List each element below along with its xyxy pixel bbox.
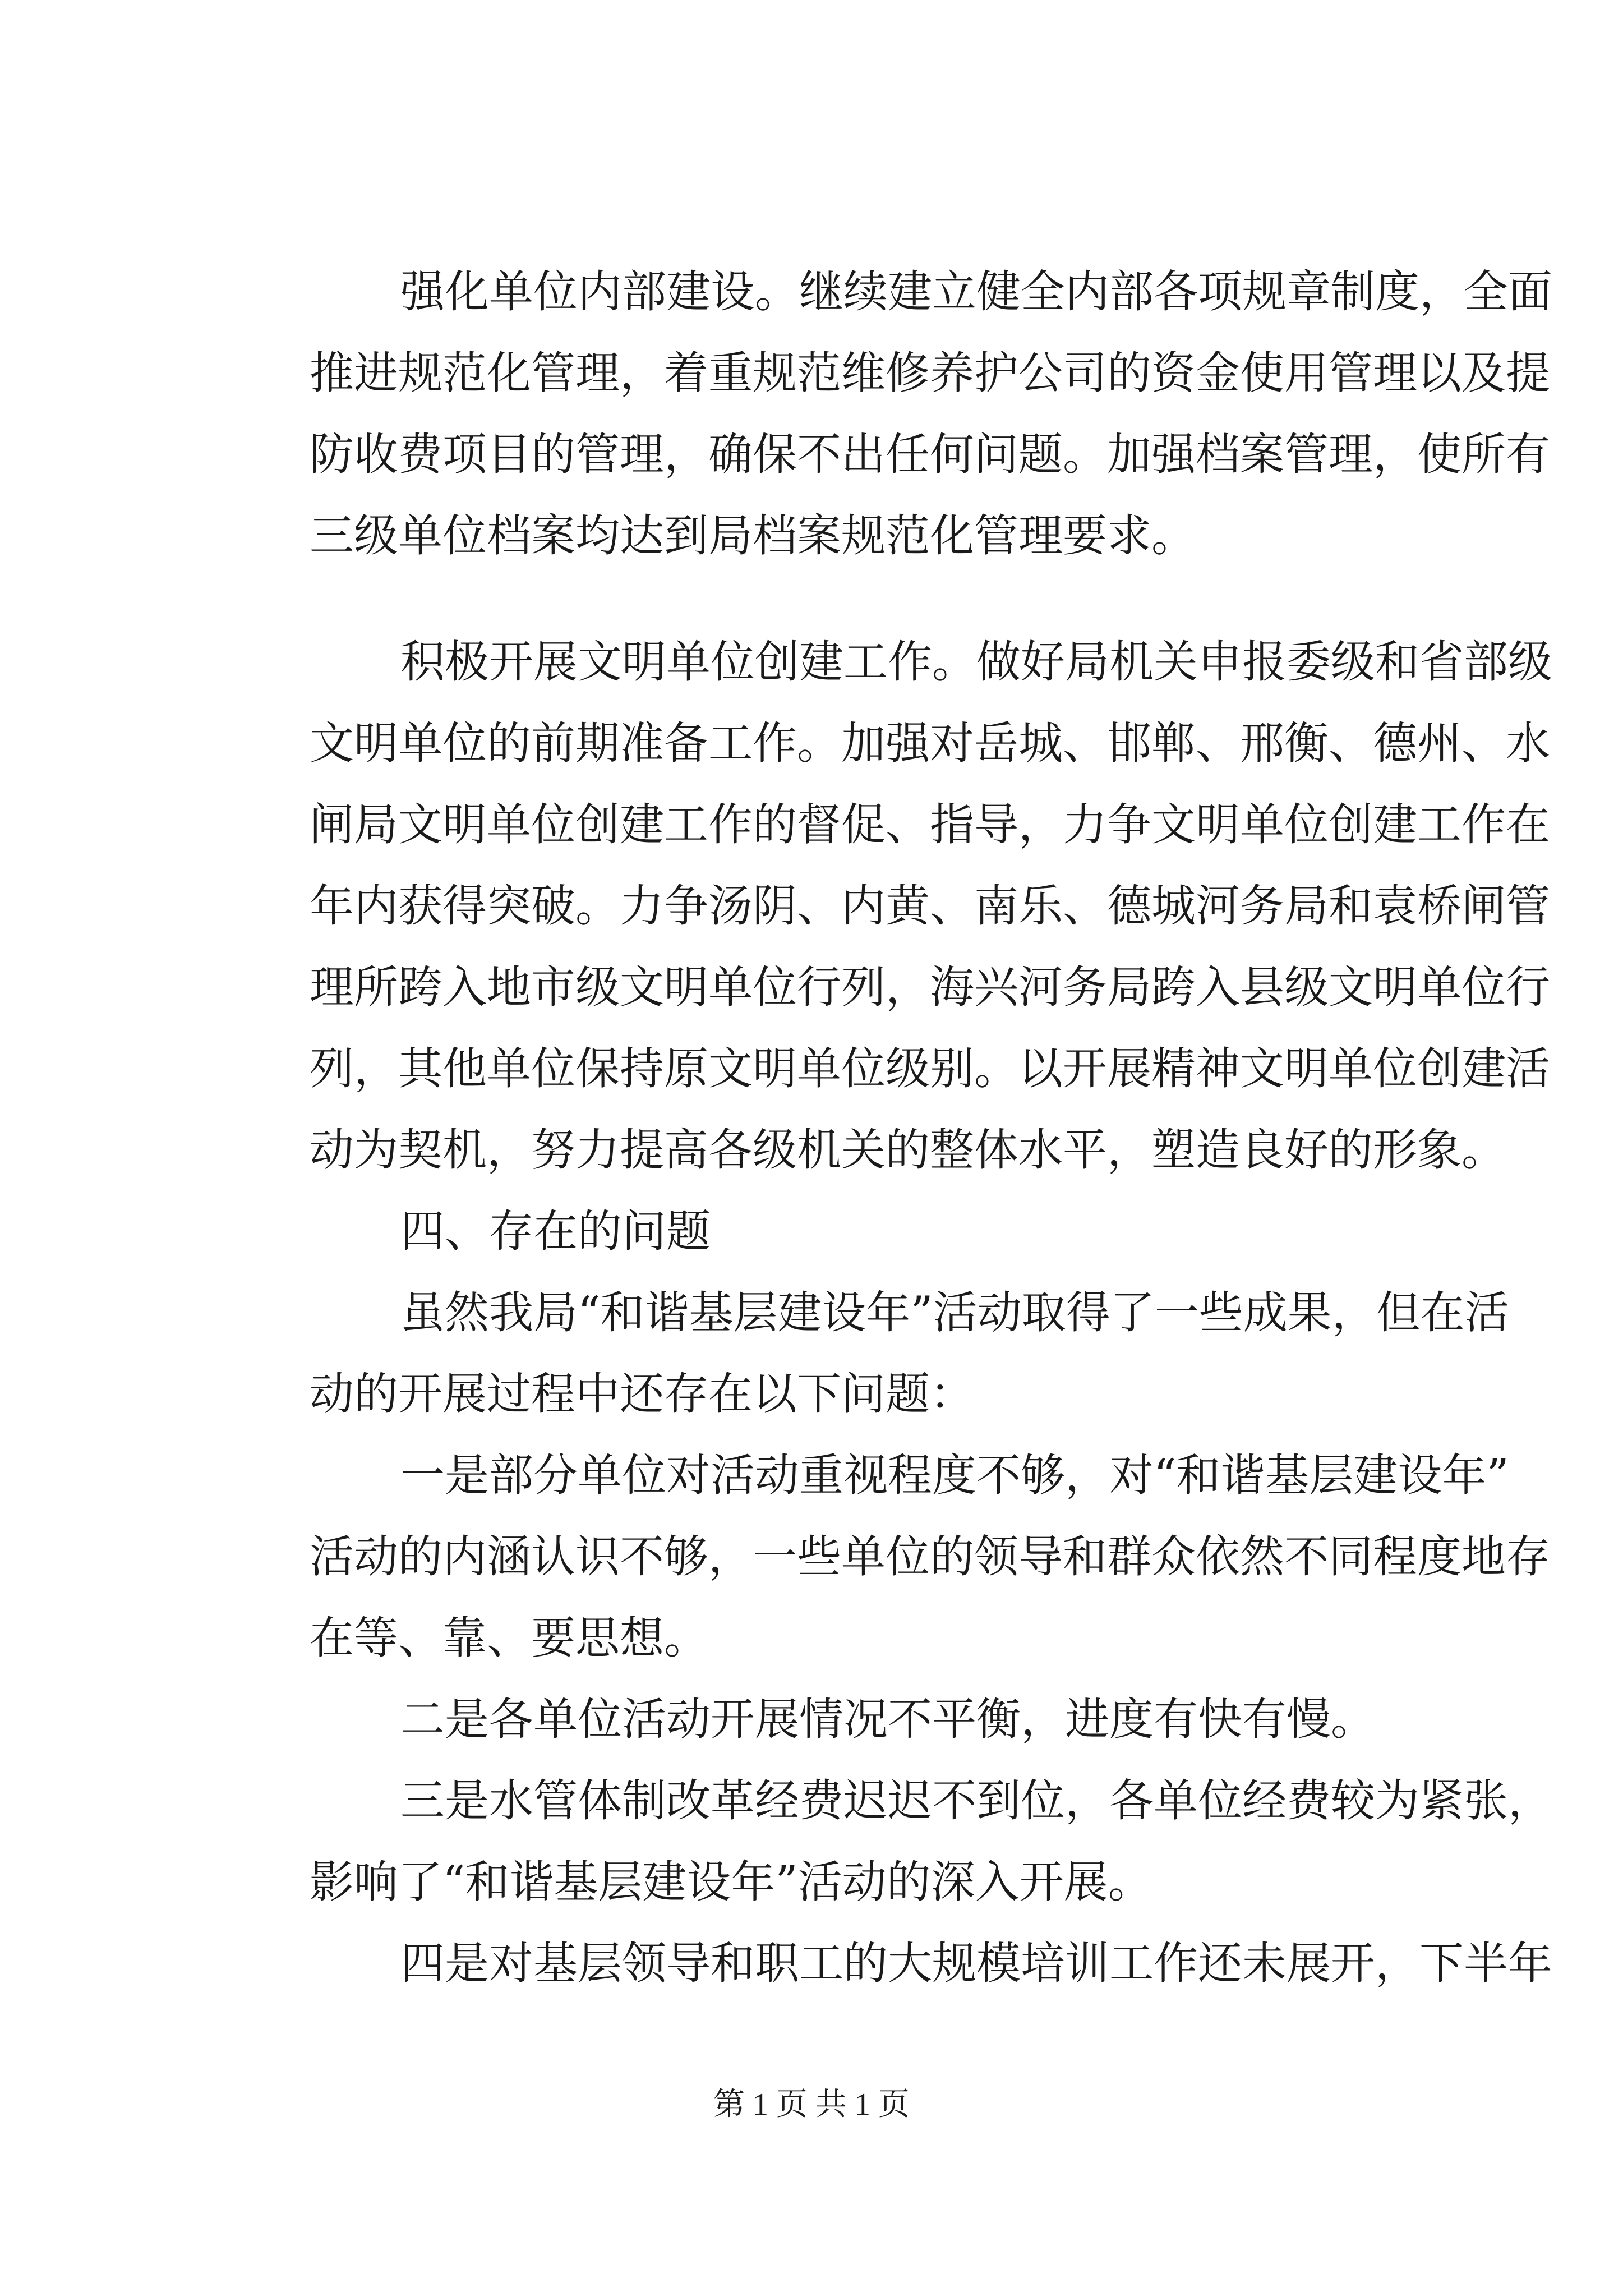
paragraph-line: 动的开展过程中还存在以下问题：: [310, 1368, 974, 1420]
paragraph-first-line: 虽然我局“和谐基层建设年”活动取得了一些成果，但在活: [400, 1287, 1509, 1338]
paragraph-line: 在等、靠、要思想。: [310, 1612, 708, 1664]
paragraph-line: 动为契机，努力提高各级机关的整体水平，塑造良好的形象。: [310, 1124, 1506, 1176]
paragraph-line: 闸局文明单位创建工作的督促、指导，力争文明单位创建工作在: [310, 799, 1550, 850]
paragraph-first-line: 强化单位内部建设。继续建立健全内部各项规章制度，全面: [400, 266, 1552, 318]
paragraph-first-line: 四是对基层领导和职工的大规模培训工作还未展开，下半年: [400, 1938, 1552, 1989]
paragraph-first-line: 二是各单位活动开展情况不平衡，进度有快有慢。: [400, 1694, 1375, 1745]
paragraph-first-line: 四、存在的问题: [400, 1205, 711, 1257]
paragraph-line: 文明单位的前期准备工作。加强对岳城、邯郸、邢衡、德州、水: [310, 717, 1550, 769]
paragraph-line: 列，其他单位保持原文明单位级别。以开展精神文明单位创建活: [310, 1043, 1550, 1094]
paragraph-first-line: 三是水管体制改革经费迟迟不到位，各单位经费较为紧张，: [400, 1775, 1552, 1826]
page-footer: 第 1 页 共 1 页: [713, 2087, 910, 2122]
paragraph-line: 活动的内涵认识不够，一些单位的领导和群众依然不同程度地存: [310, 1531, 1550, 1582]
paragraph-line: 理所跨入地市级文明单位行列，海兴河务局跨入县级文明单位行: [310, 961, 1550, 1013]
paragraph-line: 影响了“和谐基层建设年”活动的深入开展。: [310, 1856, 1152, 1908]
paragraph-line: 年内获得突破。力争汤阴、内黄、南乐、德城河务局和袁桥闸管: [310, 880, 1550, 932]
paragraph-line: 防收费项目的管理，确保不出任何问题。加强档案管理，使所有: [310, 429, 1550, 480]
paragraph-first-line: 积极开展文明单位创建工作。做好局机关申报委级和省部级: [400, 636, 1552, 688]
paragraph-line: 推进规范化管理，着重规范维修养护公司的资金使用管理以及提: [310, 347, 1550, 399]
paragraph-line: 三级单位档案均达到局档案规范化管理要求。: [310, 510, 1196, 562]
paragraph-first-line: 一是部分单位对活动重视程度不够，对“和谐基层建设年”: [400, 1450, 1509, 1501]
